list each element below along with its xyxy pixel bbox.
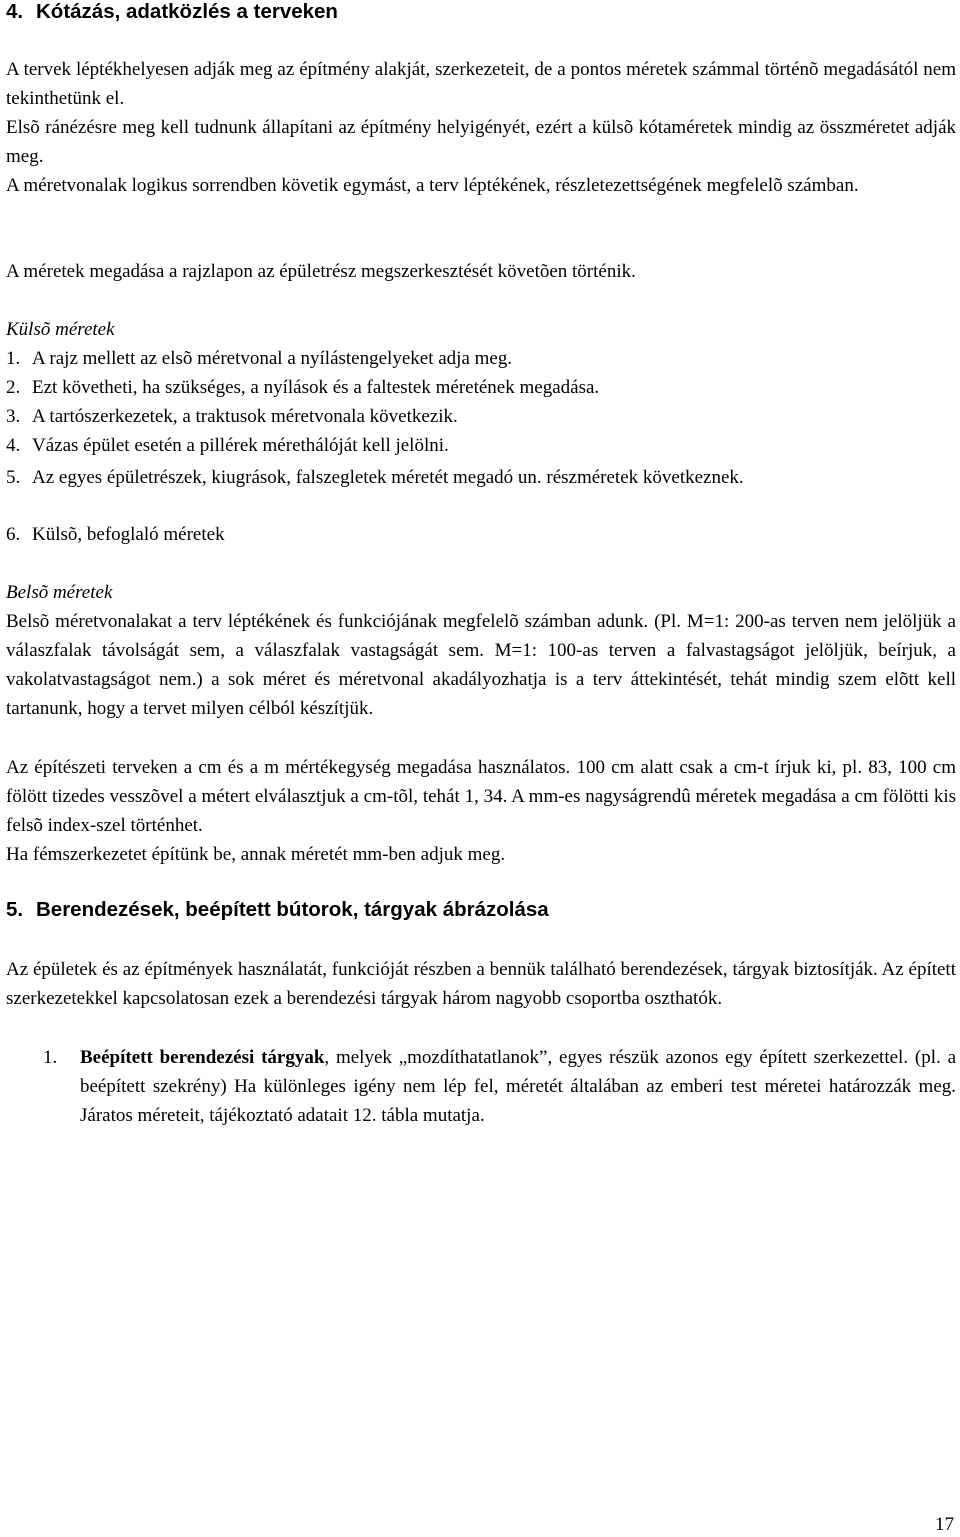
section-4-paragraph-1: Elsõ ránézésre meg kell tudnunk állapítani az építmény helyigényét, ezért a külsõ kótaméretek mindig az összméretet adják meg. bbox=[6, 117, 956, 167]
section-4-intro: A tervek léptékhelyesen adják meg az építmény alakját, szerkezeteit, de a pontos méretek számmal történõ megadásától nem tekinthetünk el. bbox=[6, 59, 956, 109]
list-item-number: 2. bbox=[6, 377, 21, 398]
list-item-text: Külsõ, befoglaló méretek bbox=[32, 524, 225, 545]
section-4-number: 4. bbox=[6, 0, 24, 23]
list-item-number: 3. bbox=[6, 406, 21, 427]
list-item-text: A tartószerkezetek, a traktusok méretvonala következik. bbox=[32, 406, 458, 427]
section-4-title: Kótázás, adatközlés a terveken bbox=[36, 0, 338, 23]
list-item-term: Beépített berendezési tárgyak bbox=[80, 1047, 325, 1068]
list-item-number: 1. bbox=[6, 348, 21, 369]
section-4-paragraph-2: A méretvonalak logikus sorrendben követik egymást, a terv léptékének, részletezettségének megfelelõ számban. bbox=[6, 175, 859, 196]
section-5-intro: Az épületek és az építmények használatát, funkcióját részben a bennük található berendezések, tárgyak biztosítják. Az épített szerkezetekkel kapcsolatosan ezek a berendezési tárgyak három nagyobb csoportba oszthatók. bbox=[6, 959, 956, 1009]
list-item-text: Vázas épület esetén a pillérek mérethálóját kell jelölni. bbox=[32, 435, 449, 456]
internal-dimensions-paragraph-2: Az építészeti terveken a cm és a m mértékegység megadása használatos. 100 cm alatt csak a cm-t írjuk ki, pl. 83, 100 cm fölött tizedes vesszõvel a métert elválasztjuk a cm-tõl, tehát 1, 34. A mm-es nagyságrendû méretek megadása a cm fölötti kis felsõ index-szel történhet. bbox=[6, 757, 956, 836]
internal-dimensions-paragraph-1: Belsõ méretvonalakat a terv léptékének és funkciójának megfelelõ számban adunk. (Pl. M=1: 200-as terven nem jelöljük a válaszfalak távolságát sem, a válaszfalak vastagságát sem. M=1: 100-as terven a falvastagságot jelöljük, beírjuk, a vakolatvastagságot nem.) a sok méret és méretvonal akadályozhatja is a terv áttekintését, tehát mindig szem elõtt kell tartanunk, hogy a tervet milyen célból készítjük. bbox=[6, 611, 956, 719]
section-4-paragraph-3: A méretek megadása a rajzlapon az épületrész megszerkesztését követõen történik. bbox=[6, 261, 636, 282]
list-item bbox=[6, 402, 956, 431]
list-item bbox=[6, 1043, 956, 1130]
external-dimensions-heading: Külsõ méretek bbox=[6, 319, 115, 340]
list-item bbox=[6, 431, 956, 460]
list-item-text: Az egyes épületrészek, kiugrások, falszegletek méretét megadó un. részméretek következnek. bbox=[32, 467, 744, 488]
list-item bbox=[6, 520, 956, 549]
list-item-text bbox=[80, 1043, 956, 1130]
list-item-description: , melyek „mozdíthatatlanok”, egyes részük azonos egy épített szerkezettel. (pl. a beépített szekrény) Ha különleges igény nem lép fel, méretét általában az emberi test méretei határozzák meg. Járatos méreteit, tájékoztató adatait 12. tábla mutatja. bbox=[80, 1047, 956, 1126]
list-item-number: 6. bbox=[6, 524, 21, 545]
list-item-text: A rajz mellett az elsõ méretvonal a nyílástengelyeket adja meg. bbox=[32, 348, 513, 369]
section-5-title: Berendezések, beépített bútorok, tárgyak ábrázolása bbox=[36, 898, 549, 921]
list-item-number: 1. bbox=[43, 1047, 58, 1068]
section-5-number: 5. bbox=[6, 898, 24, 921]
internal-dimensions-paragraph-3: Ha fémszerkezetet építünk be, annak méretét mm-ben adjuk meg. bbox=[6, 844, 506, 865]
list-item-number: 5. bbox=[6, 467, 21, 488]
section-5-heading bbox=[6, 898, 549, 922]
list-item-number: 4. bbox=[6, 435, 21, 456]
list-item bbox=[6, 344, 956, 373]
list-item-text: Ezt követheti, ha szükséges, a nyílások és a faltestek méretének megadása. bbox=[32, 377, 600, 398]
list-item bbox=[6, 463, 956, 492]
section-4-heading bbox=[6, 0, 338, 24]
internal-dimensions-heading: Belsõ méretek bbox=[6, 582, 113, 603]
page-number: 17 bbox=[935, 1514, 954, 1535]
list-item bbox=[6, 373, 956, 402]
